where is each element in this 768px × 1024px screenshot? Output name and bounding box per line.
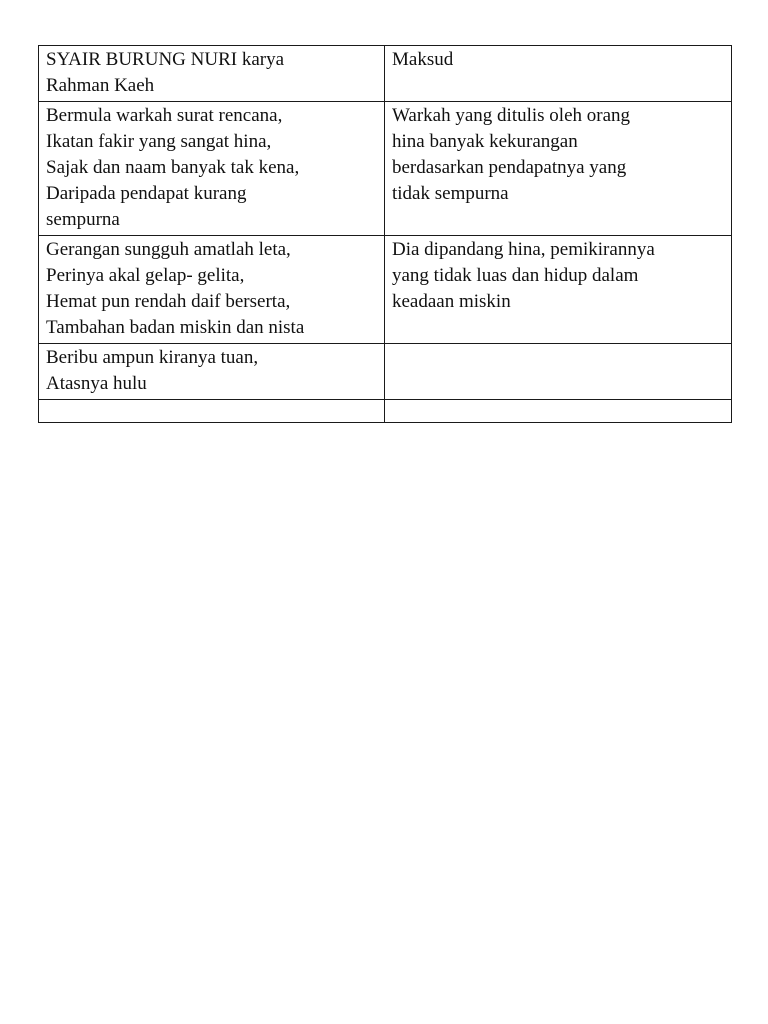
meaning-cell: [385, 344, 732, 400]
stanza-line: sempurna: [46, 209, 120, 230]
stanza-cell: [39, 400, 385, 423]
stanza-cell: [39, 102, 385, 236]
poem-author-line: Rahman Kaeh: [46, 75, 155, 96]
document-page: [38, 45, 731, 423]
stanza-line: Gerangan sungguh amatlah leta,: [46, 239, 291, 260]
stanza-line: Tambahan badan miskin dan nista: [46, 317, 305, 338]
poem-title-cell: [39, 46, 385, 102]
stanza-line: Daripada pendapat kurang: [46, 183, 247, 204]
meaning-line: keadaan miskin: [392, 291, 511, 312]
table-row: [39, 102, 732, 236]
meaning-header-label: Maksud: [392, 49, 454, 70]
stanza-line: Ikatan fakir yang sangat hina,: [46, 131, 272, 152]
meaning-line: Dia dipandang hina, pemikirannya: [392, 239, 655, 260]
meaning-cell: [385, 236, 732, 344]
meaning-line: berdasarkan pendapatnya yang: [392, 157, 627, 178]
stanza-line: Sajak dan naam banyak tak kena,: [46, 157, 300, 178]
stanza-cell: [39, 344, 385, 400]
stanza-cell: [39, 236, 385, 344]
stanza-line: Bermula warkah surat rencana,: [46, 105, 283, 126]
stanza-line: Atasnya hulu: [46, 373, 147, 394]
table-row: [39, 400, 732, 423]
poem-title-line: SYAIR BURUNG NURI karya: [46, 49, 285, 70]
meaning-line: hina banyak kekurangan: [392, 131, 578, 152]
meaning-cell: [385, 102, 732, 236]
table-header-row: [39, 46, 732, 102]
stanza-line: Perinya akal gelap- gelita,: [46, 265, 245, 286]
stanza-line: Beribu ampun kiranya tuan,: [46, 347, 259, 368]
meaning-header-cell: [385, 46, 732, 102]
meaning-line: tidak sempurna: [392, 183, 509, 204]
meaning-cell: [385, 400, 732, 423]
table-row: [39, 236, 732, 344]
meaning-line: yang tidak luas dan hidup dalam: [392, 265, 639, 286]
poem-meaning-table: [38, 45, 732, 423]
stanza-line: Hemat pun rendah daif berserta,: [46, 291, 291, 312]
table-row: [39, 344, 732, 400]
meaning-line: Warkah yang ditulis oleh orang: [392, 105, 631, 126]
